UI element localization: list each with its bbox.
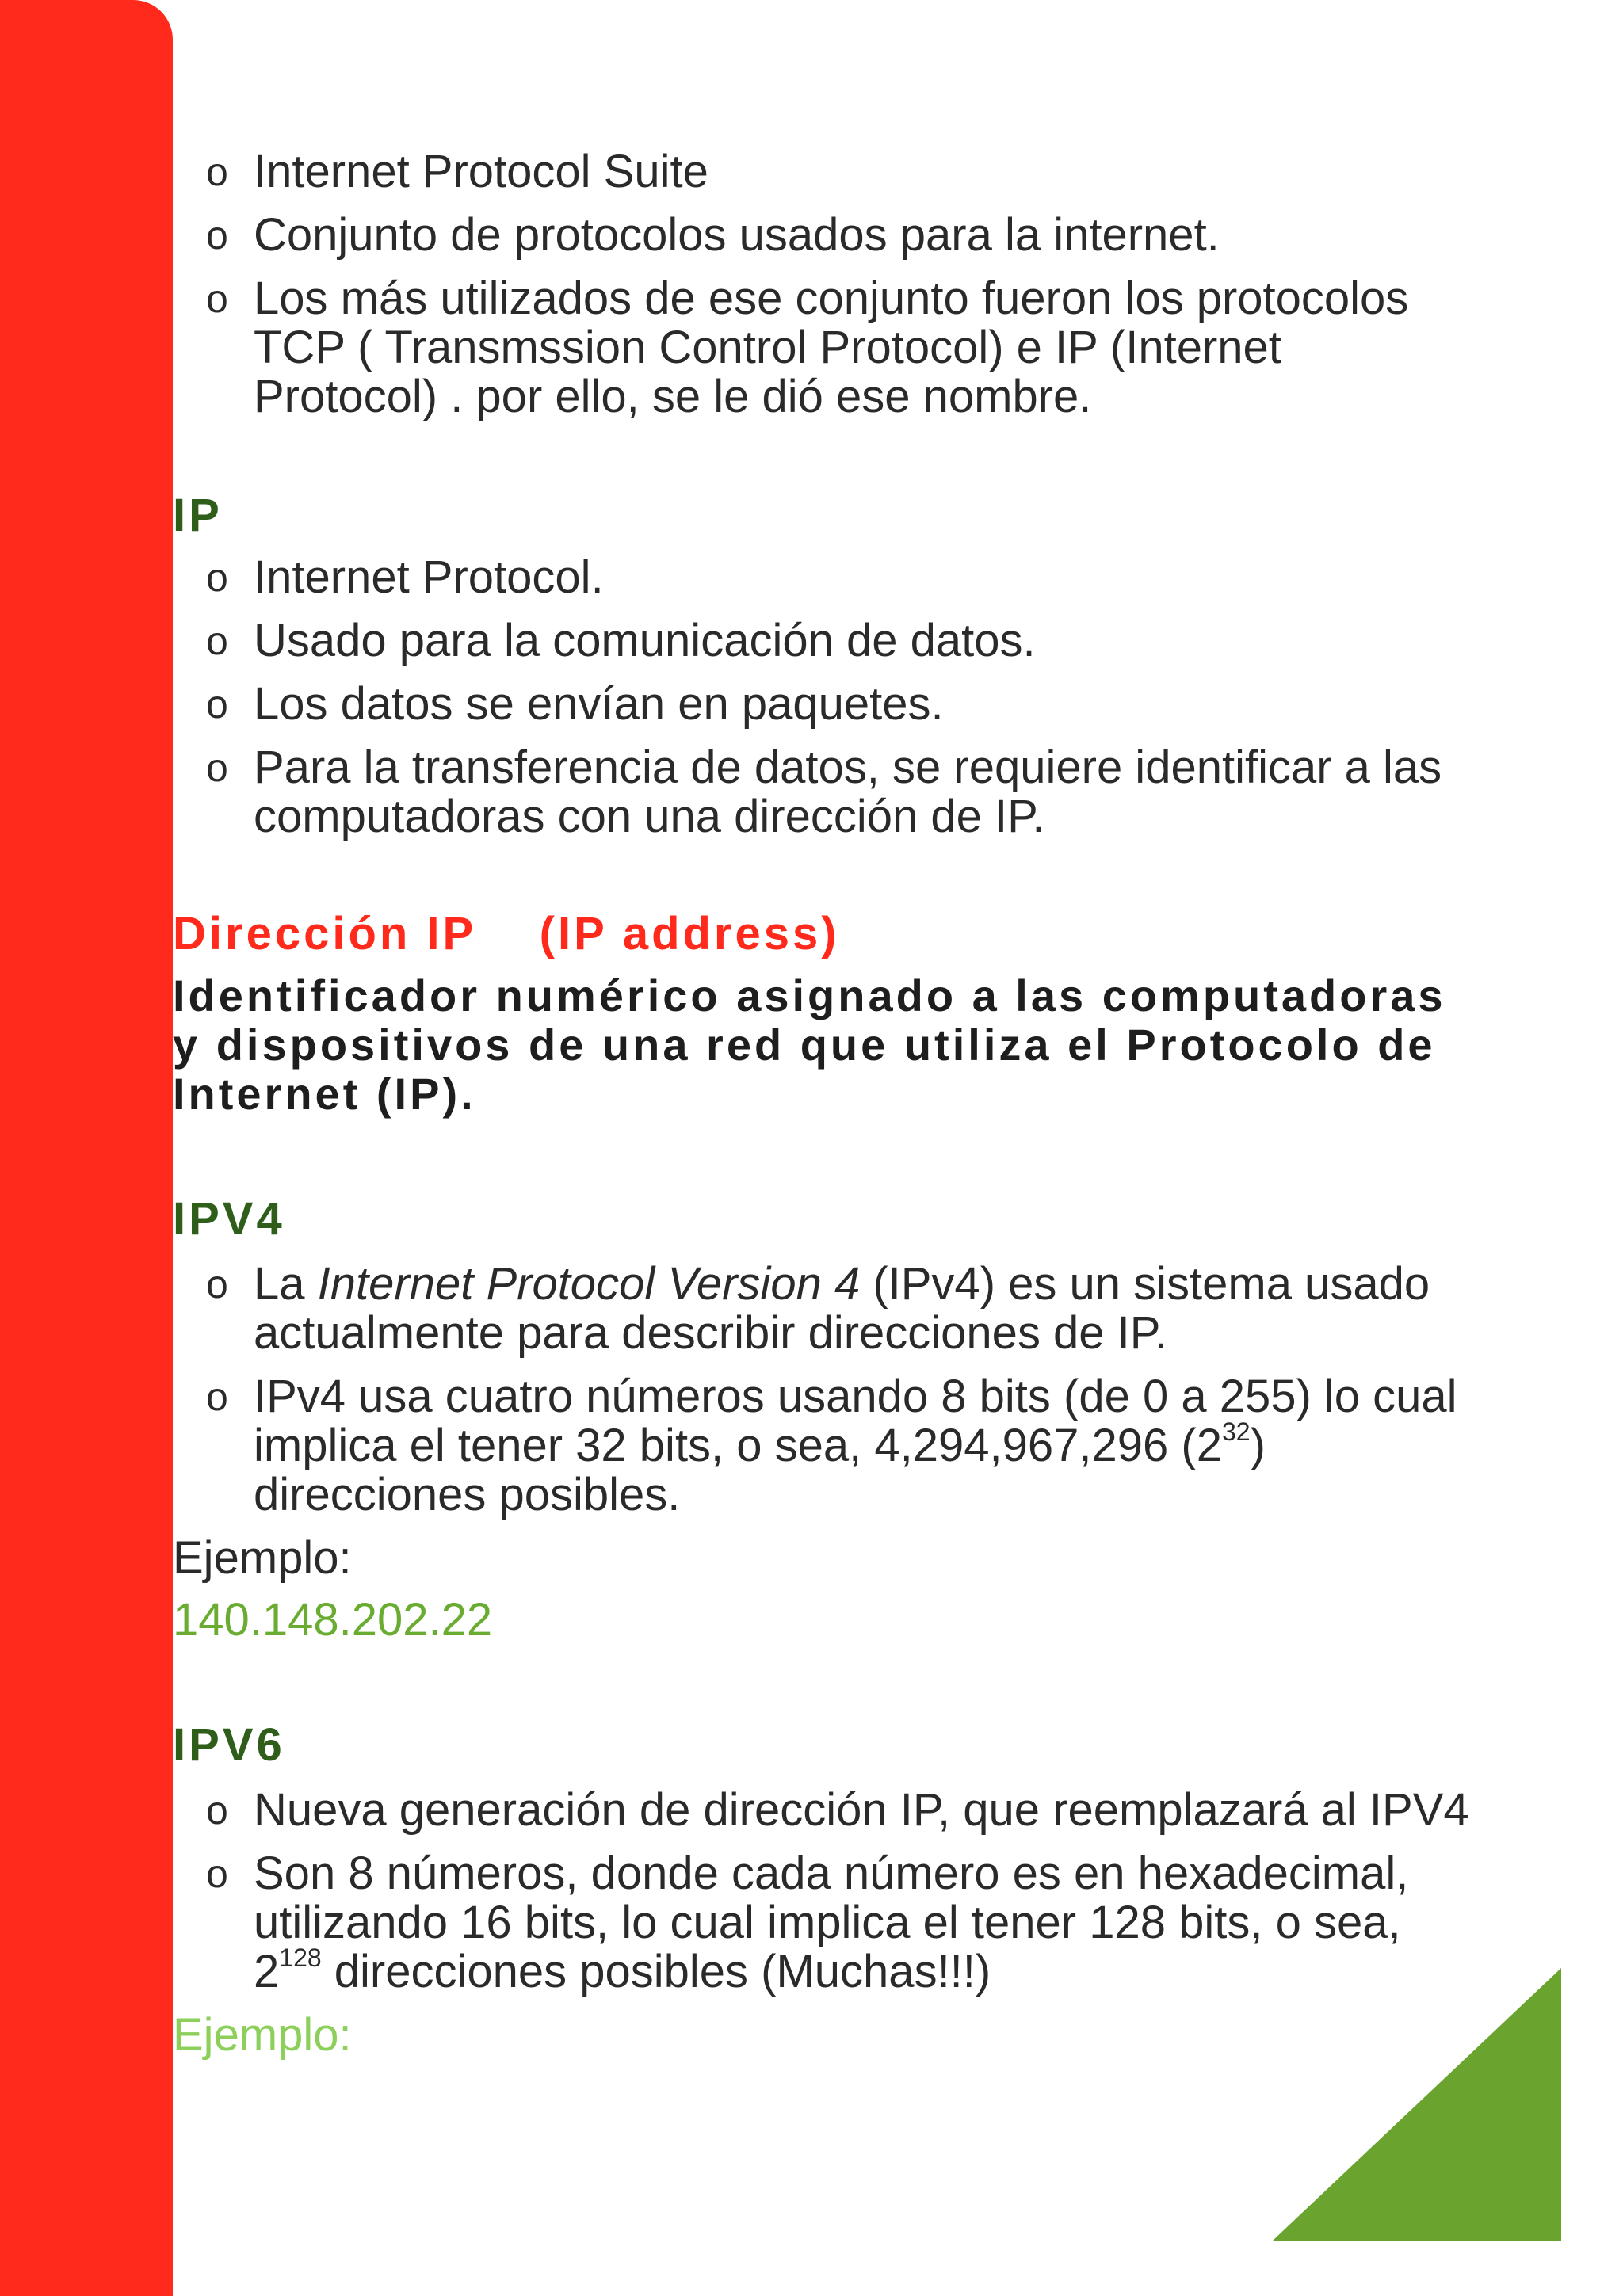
ip-heading: IP — [173, 490, 223, 541]
list-item-text: Internet Protocol. — [254, 551, 604, 603]
bullet-icon: o — [206, 277, 228, 321]
list-item — [173, 553, 1472, 602]
ipv6-list — [173, 1786, 1472, 1997]
bullet-icon: o — [206, 555, 228, 600]
list-item-text: Nueva generación de dirección IP, que reemplazará al IPV4 — [254, 1784, 1469, 1836]
bullet-icon: o — [206, 619, 228, 663]
list-item-text: Conjunto de protocolos usados para la internet. — [254, 209, 1220, 261]
bullet-icon: o — [206, 682, 228, 727]
bullet-icon: o — [206, 746, 228, 790]
red-side-bar — [0, 0, 173, 2296]
ipv6-heading: IPV6 — [173, 1719, 285, 1771]
intro-list — [173, 147, 1472, 421]
bullet-icon: o — [206, 213, 228, 257]
list-item — [173, 274, 1472, 421]
bullet-icon: o — [206, 150, 228, 194]
list-item-text: IPv4 usa cuatro números usando 8 bits (de 0 a 255) lo cual implica el tener 32 bits, o sea, 4,294,967,296 $(2^{32})$ direcciones posibles. — [254, 1371, 1457, 1520]
bullet-icon: o — [206, 1788, 228, 1833]
ipv4-example-value: 140.148.202.22 — [173, 1594, 493, 1646]
list-item — [173, 743, 1472, 841]
list-item-text: Para la transferencia de datos, se requiere identificar a las computadoras con una dirección de IP. — [254, 742, 1442, 842]
list-item-text: Los más utilizados de ese conjunto fueron los protocolos TCP ( Transmssion Control Protocol) e IP (Internet Protocol) . por ello, se le dió ese nombre. — [254, 273, 1409, 422]
ipv6-example-label: Ejemplo: — [173, 2009, 352, 2061]
list-item — [173, 1849, 1472, 1997]
ip-address-heading: Dirección IP (IP address) — [173, 908, 840, 959]
list-item — [173, 1372, 1472, 1520]
ip-address-definition: Identificador numérico asignado a las computadoras y dispositivos de una red que utiliza el Protocolo de Internet (IP). — [173, 971, 1446, 1119]
page-content — [173, 147, 1472, 2060]
bullet-icon: o — [206, 1852, 228, 1896]
ipv4-list — [173, 1260, 1472, 1520]
bullet-icon: o — [206, 1262, 228, 1306]
list-item-text: Los datos se envían en paquetes. — [254, 678, 944, 730]
ipv4-heading: IPV4 — [173, 1193, 285, 1245]
list-item — [173, 1786, 1472, 1835]
list-item — [173, 616, 1472, 666]
list-item-text: Usado para la comunicación de datos. — [254, 615, 1036, 666]
list-item — [173, 211, 1472, 260]
list-item — [173, 1260, 1472, 1358]
ipv4-example-label: Ejemplo: — [173, 1532, 352, 1584]
list-item-text: Son 8 números, donde cada número es en hexadecimal, utilizando 16 bits, lo cual implica el tener 128 bits, o sea, $2^{128}$ direcciones posibles (Muchas!!!) — [254, 1848, 1409, 1997]
list-item-text: La Internet Protocol Version 4 (IPv4) es un sistema usado actualmente para describir direcciones de IP. — [254, 1258, 1430, 1359]
ip-list — [173, 553, 1472, 841]
list-item — [173, 147, 1472, 196]
list-item-text: Internet Protocol Suite — [254, 146, 708, 197]
bullet-icon: o — [206, 1375, 228, 1419]
list-item — [173, 680, 1472, 729]
